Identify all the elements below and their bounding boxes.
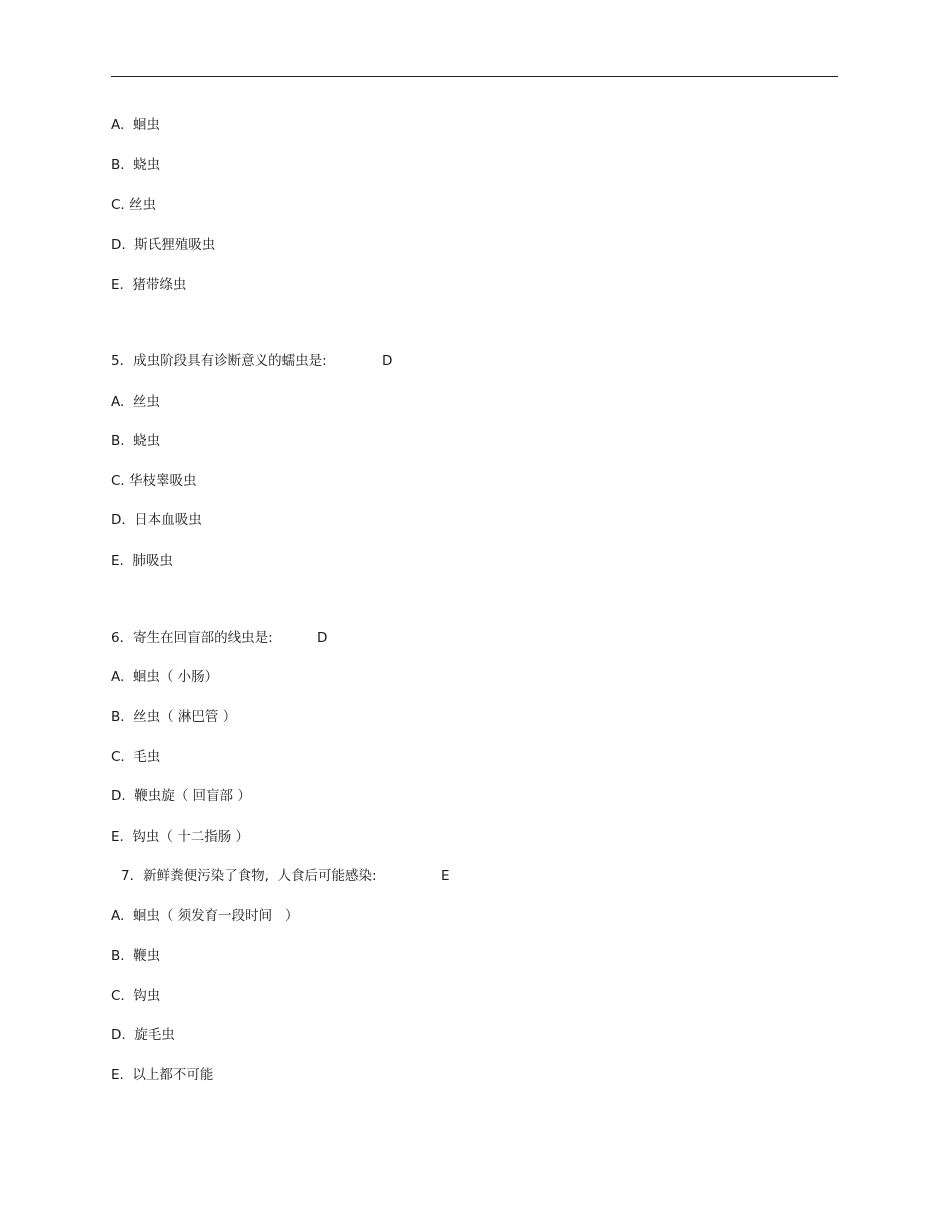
option-e: E. 肺吸虫 [111,553,173,569]
option-a: A. 蛔虫（ 小肠） [111,669,219,685]
question-6: 6．寄生在回盲部的线虫是: [111,630,273,646]
option-a: A. 蛔虫（ 须发育一段时间 ） [111,908,299,924]
option-b: B. 丝虫（ 淋巴管 ） [111,709,237,725]
option-b: B. 蛲虫 [111,433,161,449]
question-6-answer: D [317,630,328,646]
option-e: E. 以上都不可能 [111,1067,214,1083]
option-a: A. 丝虫 [111,394,160,410]
option-c: C. 华枝睾吸虫 [111,473,197,489]
question-5-answer: D [382,353,393,369]
option-c: C. 丝虫 [111,197,157,213]
option-d: D. 鞭虫旋（ 回盲部 ） [111,788,251,804]
option-d: D. 旋毛虫 [111,1027,175,1043]
option-b: B. 鞭虫 [111,948,161,964]
option-d: D. 日本血吸虫 [111,512,202,528]
question-7-answer: E [441,868,450,884]
option-e: E. 猪带绦虫 [111,277,187,293]
option-a: A. 蛔虫 [111,117,160,133]
option-e: E. 钩虫（ 十二指肠 ） [111,829,249,845]
question-5: 5．成虫阶段具有诊断意义的蠕虫是: [111,353,327,369]
option-b: B. 蛲虫 [111,157,161,173]
header-rule [111,76,838,77]
option-c: C. 毛虫 [111,749,161,765]
question-7: 7．新鲜粪便污染了食物, 人食后可能感染: [121,868,377,884]
option-d: D. 斯氏狸殖吸虫 [111,237,216,253]
option-c: C. 钩虫 [111,988,161,1004]
